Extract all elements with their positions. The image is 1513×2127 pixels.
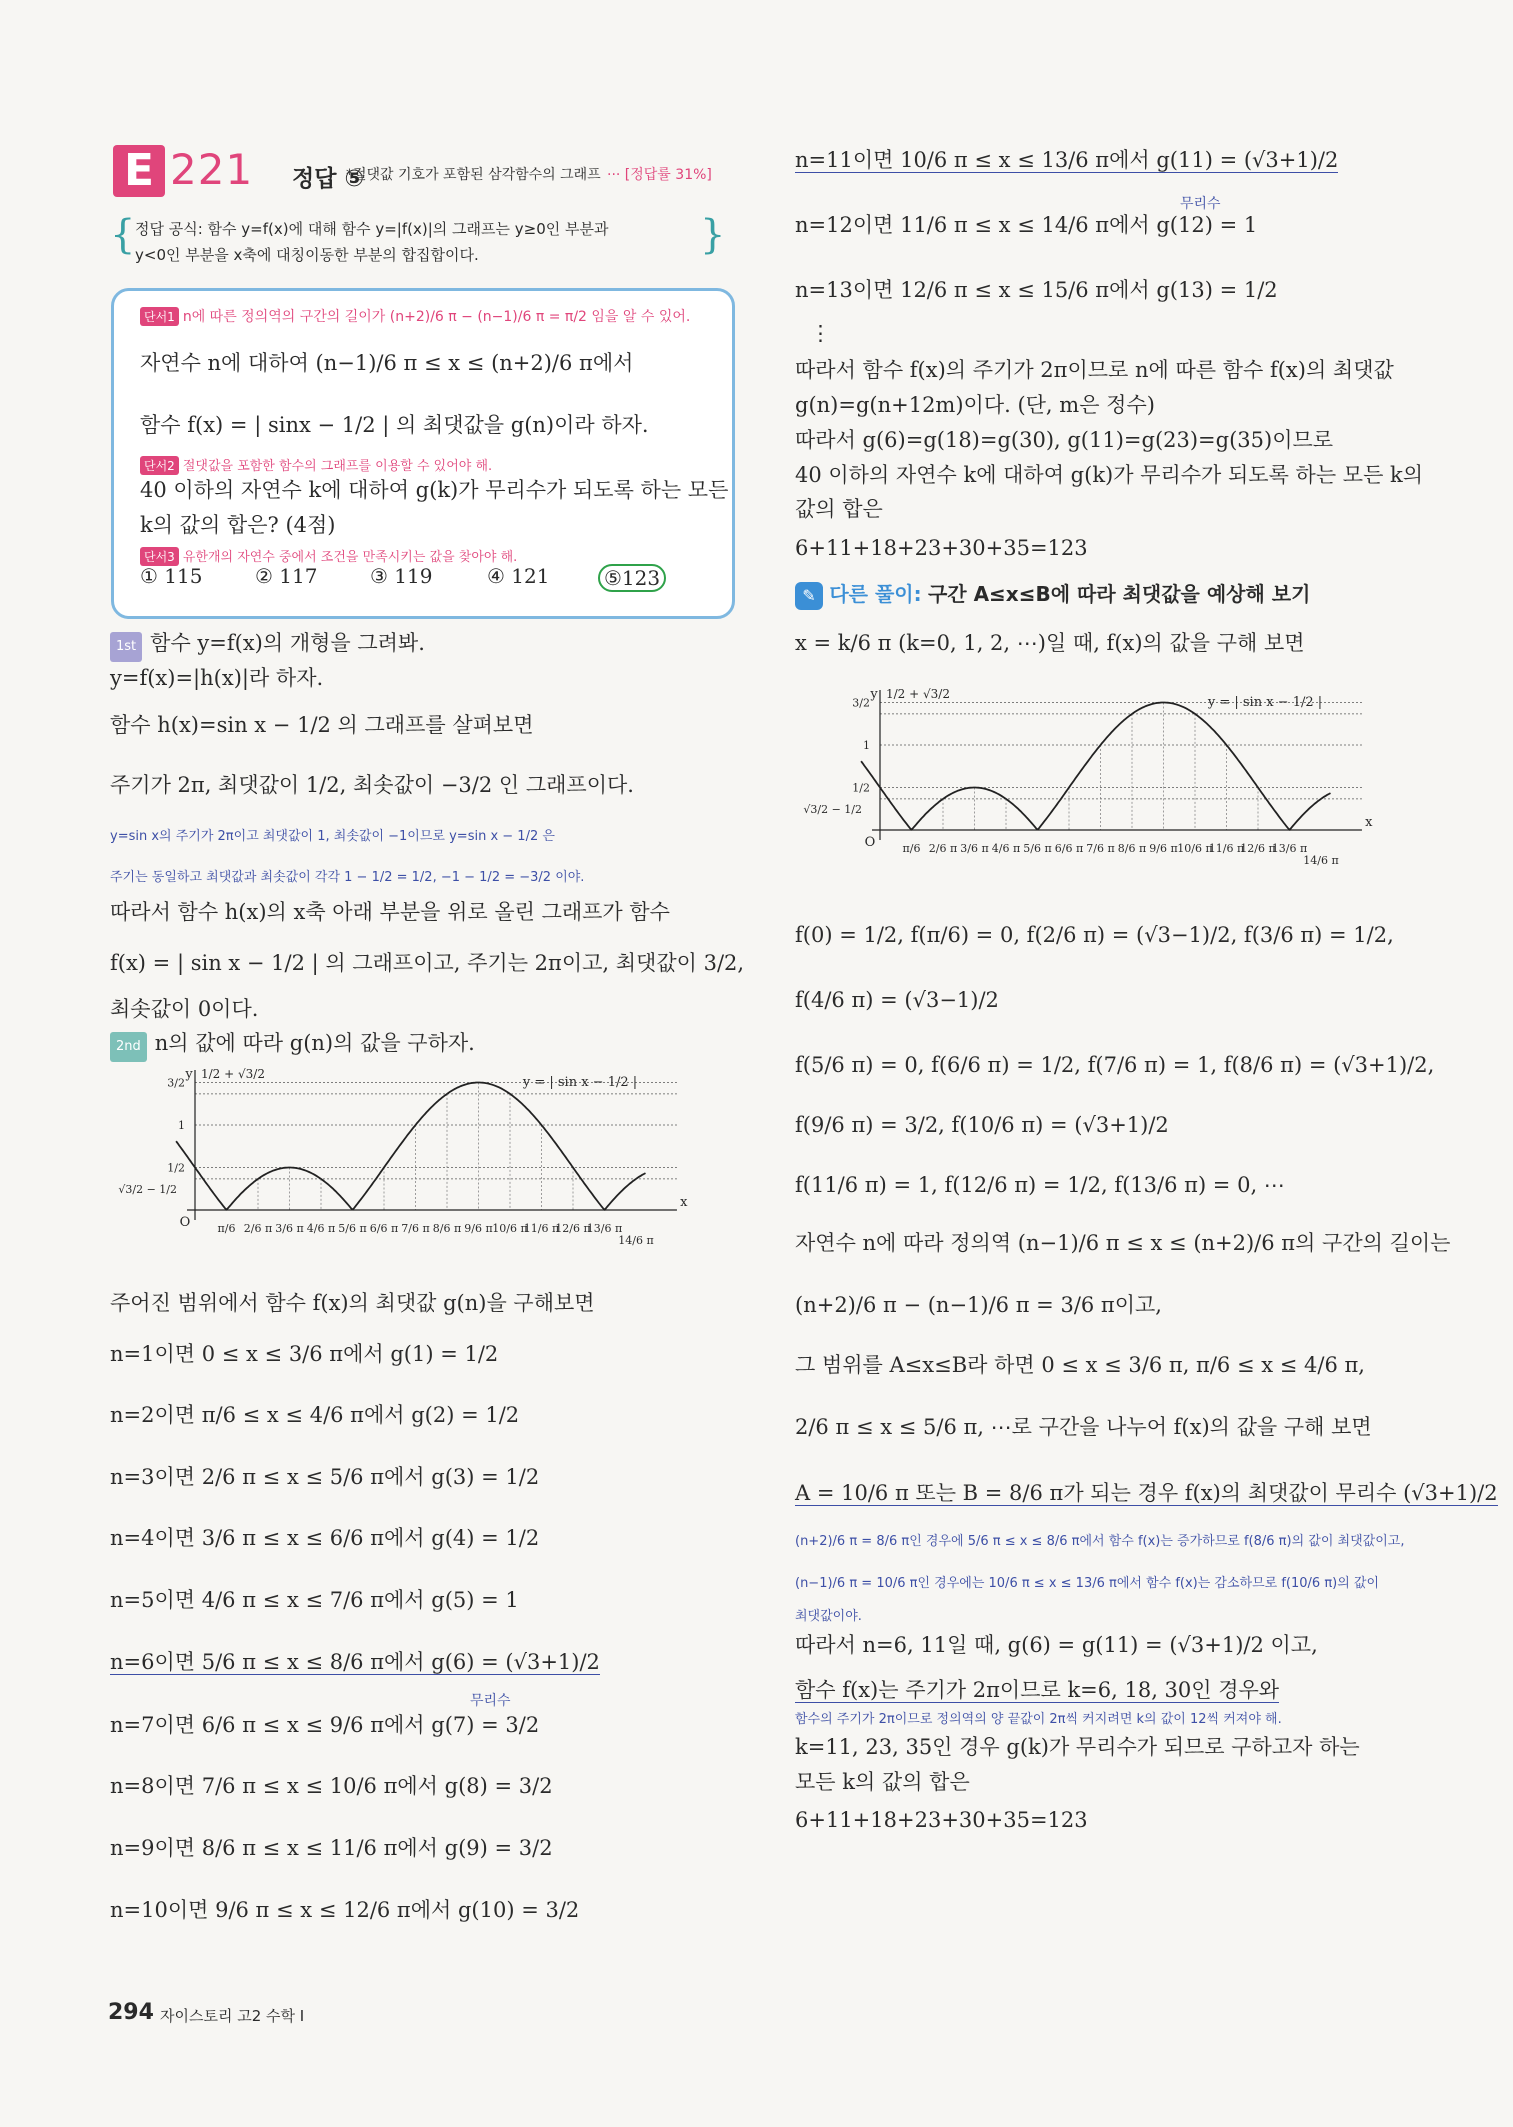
right-line-5: 값의 합은: [795, 497, 883, 521]
x-tick-2: 2/6 π: [928, 842, 958, 855]
x-tick-1: π/6: [217, 1222, 236, 1235]
right-line-7: x = k/6 π (k=0, 1, 2, ⋯)일 때, f(x)의 값을 구해 보면: [795, 631, 1305, 655]
hint-1-badge: 단서1: [140, 307, 179, 326]
right-line-1: 따라서 함수 f(x)의 주기가 2π이므로 n에 따른 함수 f(x)의 최댓값: [795, 358, 1394, 382]
hint-3-badge: 단서3: [140, 547, 179, 566]
right-line-10: 그 범위를 A≤x≤B라 하면 0 ≤ x ≤ 3/6 π, π/6 ≤ x ≤ 4/6 π,: [795, 1353, 1365, 1377]
y-tick-0: 3/2: [852, 696, 870, 710]
step-1-heading: [110, 628, 425, 662]
x-tick-5: 5/6 π: [338, 1222, 367, 1235]
y-axis-label: y: [870, 687, 878, 702]
step-2-heading: [110, 1028, 475, 1062]
value-line-1: f(0) = 1/2, f(π/6) = 0, f(2/6 π) = (√3−1)/2, f(3/6 π) = 1/2,: [795, 923, 1394, 947]
case-n2: n=2이면 π/6 ≤ x ≤ 4/6 π에서 g(2) = 1/2: [110, 1403, 520, 1427]
x-tick-11: 11/6 π: [523, 1222, 560, 1235]
step-1-title: 함수 y=f(x)의 개형을 그려봐.: [150, 631, 425, 655]
case-n8: n=8이면 7/6 π ≤ x ≤ 10/6 π에서 g(8) = 3/2: [110, 1774, 553, 1798]
case-n5: n=5이면 4/6 π ≤ x ≤ 7/6 π에서 g(5) = 1: [110, 1588, 519, 1612]
right-line-14-text: 함수 f(x)는 주기가 2π이므로 k=6, 18, 30인 경우와: [795, 1678, 1280, 1702]
right-line-3: 따라서 g(6)=g(18)=g(30), g(11)=g(23)=g(35)이므로: [795, 428, 1334, 452]
left-bracket: {: [110, 212, 136, 258]
right-line-12-text: A = 10/6 π 또는 B = 8/6 π가 되는 경우 f(x)의 최댓값이 무리수 (√3+1)/2: [795, 1481, 1498, 1505]
case-n7: n=7이면 6/6 π ≤ x ≤ 9/6 π에서 g(7) = 3/2: [110, 1713, 540, 1737]
case-n6-text: n=6이면 5/6 π ≤ x ≤ 8/6 π에서 g(6) = (√3+1)/2: [110, 1650, 600, 1674]
x-tick-10: 10/6 π: [492, 1222, 528, 1235]
note-2: 주기는 동일하고 최댓값과 최솟값이 각각 1 − 1/2 = 1/2, −1 − 1/2 = −3/2 이야.: [110, 870, 585, 885]
answer-label: 정답 ⑤: [292, 166, 364, 192]
left-line-3: 주기가 2π, 최댓값이 1/2, 최솟값이 −3/2 인 그래프이다.: [110, 773, 634, 797]
problem-letter-badge: E: [113, 145, 165, 197]
step-2-title: n의 값에 따라 g(n)의 값을 구하자.: [154, 1031, 475, 1055]
x-tick-7: 7/6 π: [1086, 842, 1115, 855]
right-line-8: 자연수 n에 따라 정의역 (n−1)/6 π ≤ x ≤ (n+2)/6 π의 구간의 길이는: [795, 1231, 1451, 1255]
peak-label: 1/2 + √3/2: [886, 687, 950, 701]
alt-label: 다른 풀이:: [829, 582, 922, 606]
x-tick-6: 6/6 π: [1054, 842, 1084, 855]
case-n9: n=9이면 8/6 π ≤ x ≤ 11/6 π에서 g(9) = 3/2: [110, 1836, 553, 1860]
problem-statement-2: 함수 f(x) = | sinx − 1/2 | 의 최댓값을 g(n)이라 하자.: [140, 413, 649, 437]
right-line-4: 40 이하의 자연수 k에 대하여 g(k)가 무리수가 되도록 하는 모든 k의: [795, 463, 1424, 487]
x-tick-3: 3/6 π: [275, 1222, 304, 1235]
x-tick-4: 4/6 π: [991, 842, 1021, 855]
graph-left: [110, 1060, 735, 1280]
x-tick-7: 7/6 π: [401, 1222, 430, 1235]
note-1: y=sin x의 주기가 2π이고 최댓값이 1, 최솟값이 −1이므로 y=sin x − 1/2 은: [110, 829, 555, 844]
x-tick-6: 6/6 π: [369, 1222, 399, 1235]
x-tick-1: π/6: [902, 842, 921, 855]
x-tick-9: 9/6 π: [1149, 842, 1178, 855]
x-tick-14: 14/6 π: [1303, 854, 1339, 867]
choice-3[interactable]: ③ 119: [370, 564, 433, 588]
x-axis-label: x: [1365, 815, 1373, 830]
x-tick-9: 9/6 π: [464, 1222, 493, 1235]
value-line-5: f(11/6 π) = 1, f(12/6 π) = 1/2, f(13/6 π) = 0, ⋯: [795, 1173, 1285, 1197]
hint-1: [140, 306, 690, 326]
page-number: 294: [108, 2000, 154, 2025]
right-line-14: [795, 1675, 1279, 1705]
case-n13: n=13이면 12/6 π ≤ x ≤ 15/6 π에서 g(13) = 1/2: [795, 278, 1278, 302]
irrational-tag-left: 무리수: [470, 1693, 511, 1709]
formula-line-1: 정답 공식: 함수 y=f(x)에 대해 함수 y=|f(x)|의 그래프는 y≥0인 부분과: [135, 220, 609, 238]
x-tick-5: 5/6 π: [1023, 842, 1052, 855]
note-5: 최댓값이야.: [795, 1609, 862, 1624]
function-curve: [176, 1083, 645, 1210]
peak-label: 1/2 + √3/2: [201, 1067, 265, 1081]
x-tick-4: 4/6 π: [306, 1222, 336, 1235]
y-tick-1: 1: [863, 739, 870, 752]
right-line-13: 따라서 n=6, 11일 때, g(6) = g(11) = (√3+1)/2 이고,: [795, 1633, 1318, 1657]
choice-5-correct[interactable]: ⑤123: [598, 564, 666, 592]
x-tick-8: 8/6 π: [1117, 842, 1147, 855]
problem-number: 221: [170, 145, 254, 194]
case-n3: n=3이면 2/6 π ≤ x ≤ 5/6 π에서 g(3) = 1/2: [110, 1465, 540, 1489]
x-tick-13: 13/6 π: [1271, 842, 1308, 855]
case-n10: n=10이면 9/6 π ≤ x ≤ 12/6 π에서 g(10) = 3/2: [110, 1898, 580, 1922]
x-tick-2: 2/6 π: [243, 1222, 273, 1235]
irrational-tag-right: 무리수: [1180, 196, 1221, 212]
origin-label: O: [179, 1215, 191, 1230]
value-line-2: f(4/6 π) = (√3−1)/2: [795, 988, 999, 1012]
note-3: (n+2)/6 π = 8/6 π인 경우에 5/6 π ≤ x ≤ 8/6 π에서 함수 f(x)는 증가하므로 f(8/6 π)의 값이 최댓값이고,: [795, 1534, 1405, 1549]
x-tick-12: 12/6 π: [555, 1222, 591, 1235]
right-line-11: 2/6 π ≤ x ≤ 5/6 π, ⋯로 구간을 나누어 f(x)의 값을 구해 보면: [795, 1415, 1372, 1439]
formula-line-2: y<0인 부분을 x축에 대칭이동한 부분의 합집합이다.: [135, 246, 479, 264]
x-tick-11: 11/6 π: [1208, 842, 1245, 855]
y-axis-label: y: [185, 1067, 193, 1082]
y-tick-3: √3/2 − 1/2: [118, 1182, 177, 1196]
alt-title: 구간 A≤x≤B에 따라 최댓값을 예상해 보기: [927, 582, 1311, 606]
case-n6: [110, 1647, 600, 1677]
step-2-badge: 2nd: [110, 1032, 147, 1062]
hint-2-badge: 단서2: [140, 456, 179, 475]
right-line-12: [795, 1478, 1498, 1508]
problem-statement-3: 40 이하의 자연수 k에 대하여 g(k)가 무리수가 되도록 하는 모든: [140, 478, 729, 502]
origin-label: O: [864, 835, 876, 850]
hint-3-text: 유한개의 자연수 중에서 조건을 만족시키는 값을 찾아야 해.: [182, 550, 518, 565]
function-label: y = | sin x − 1/2 |: [1207, 695, 1323, 710]
function-label: y = | sin x − 1/2 |: [522, 1075, 638, 1090]
x-tick-12: 12/6 π: [1240, 842, 1276, 855]
case-n12: n=12이면 11/6 π ≤ x ≤ 14/6 π에서 g(12) = 1: [795, 213, 1258, 237]
book-title: 자이스토리 고2 수학 I: [160, 2007, 305, 2025]
step-1-badge: 1st: [110, 632, 142, 662]
problem-statement-4: k의 값의 합은? (4점): [140, 513, 336, 537]
hint-2-text: 절댓값을 포함한 함수의 그래프를 이용할 수 있어야 해.: [182, 459, 493, 474]
topic-label: *절댓값 기호가 포함된 삼각함수의 그래프: [346, 167, 601, 183]
function-curve: [861, 703, 1330, 830]
accuracy-rate: ··· [정답률 31%]: [607, 167, 712, 183]
x-tick-13: 13/6 π: [586, 1222, 623, 1235]
x-tick-8: 8/6 π: [432, 1222, 462, 1235]
graph-right: [795, 680, 1420, 900]
right-line-16: 모든 k의 값의 합은: [795, 1770, 970, 1794]
problem-statement-1: 자연수 n에 대하여 (n−1)/6 π ≤ x ≤ (n+2)/6 π에서: [140, 351, 634, 375]
y-tick-3: √3/2 − 1/2: [803, 802, 862, 816]
left-line-2: 함수 h(x)=sin x − 1/2 의 그래프를 살펴보면: [110, 713, 534, 737]
right-bracket: }: [700, 212, 726, 258]
x-tick-3: 3/6 π: [960, 842, 989, 855]
note-4: (n−1)/6 π = 10/6 π인 경우에는 10/6 π ≤ x ≤ 13/6 π에서 함수 f(x)는 감소하므로 f(10/6 π)의 값이: [795, 1576, 1380, 1591]
alternative-solution-heading: [795, 578, 1310, 610]
y-tick-2: 1/2: [852, 781, 870, 795]
case-n4: n=4이면 3/6 π ≤ x ≤ 6/6 π에서 g(4) = 1/2: [110, 1526, 540, 1550]
note-6: 함수의 주기가 2π이므로 정의역의 양 끝값이 2π씩 커지려면 k의 값이 12씩 커져야 해.: [795, 1712, 1282, 1727]
right-line-15: k=11, 23, 35인 경우 g(k)가 무리수가 되므로 구하고자 하는: [795, 1735, 1360, 1759]
right-line-9: (n+2)/6 π − (n−1)/6 π = 3/6 π이고,: [795, 1293, 1162, 1317]
left-line-1: y=f(x)=|h(x)|라 하자.: [110, 666, 324, 690]
x-tick-10: 10/6 π: [1177, 842, 1213, 855]
y-tick-0: 3/2: [167, 1076, 185, 1090]
x-axis-label: x: [680, 1195, 688, 1210]
choice-2[interactable]: ② 117: [255, 564, 318, 588]
choice-4[interactable]: ④ 121: [487, 564, 550, 588]
choice-1[interactable]: ① 115: [140, 564, 203, 588]
hint-3: [140, 546, 517, 566]
y-tick-2: 1/2: [167, 1161, 185, 1175]
case-n1: n=1이면 0 ≤ x ≤ 3/6 π에서 g(1) = 1/2: [110, 1342, 499, 1366]
x-tick-14: 14/6 π: [618, 1234, 654, 1247]
y-tick-1: 1: [178, 1119, 185, 1132]
right-line-17: 6+11+18+23+30+35=123: [795, 1808, 1088, 1832]
left-line-5: f(x) = | sin x − 1/2 | 의 그래프이고, 주기는 2π이고, 최댓값이 3/2,: [110, 951, 745, 975]
value-line-4: f(9/6 π) = 3/2, f(10/6 π) = (√3+1)/2: [795, 1113, 1169, 1137]
puzzle-icon: ✎: [795, 582, 823, 610]
left-line-7: 주어진 범위에서 함수 f(x)의 최댓값 g(n)을 구해보면: [110, 1291, 595, 1315]
value-line-3: f(5/6 π) = 0, f(6/6 π) = 1/2, f(7/6 π) = 1, f(8/6 π) = (√3+1)/2,: [795, 1053, 1435, 1077]
right-line-2: g(n)=g(n+12m)이다. (단, m은 정수): [795, 393, 1155, 417]
ellipsis: ⋮: [810, 321, 831, 345]
hint-2: [140, 455, 492, 475]
hint-1-text: n에 따른 정의역의 구간의 길이가 (n+2)/6 π − (n−1)/6 π = π/2 임을 알 수 있어.: [182, 309, 691, 325]
case-n11: [795, 145, 1338, 175]
right-line-6: 6+11+18+23+30+35=123: [795, 536, 1088, 560]
case-n11-text: n=11이면 10/6 π ≤ x ≤ 13/6 π에서 g(11) = (√3+1)/2: [795, 148, 1339, 172]
left-line-6: 최솟값이 0이다.: [110, 997, 259, 1021]
left-line-4: 따라서 함수 h(x)의 x축 아래 부분을 위로 올린 그래프가 함수: [110, 900, 670, 924]
